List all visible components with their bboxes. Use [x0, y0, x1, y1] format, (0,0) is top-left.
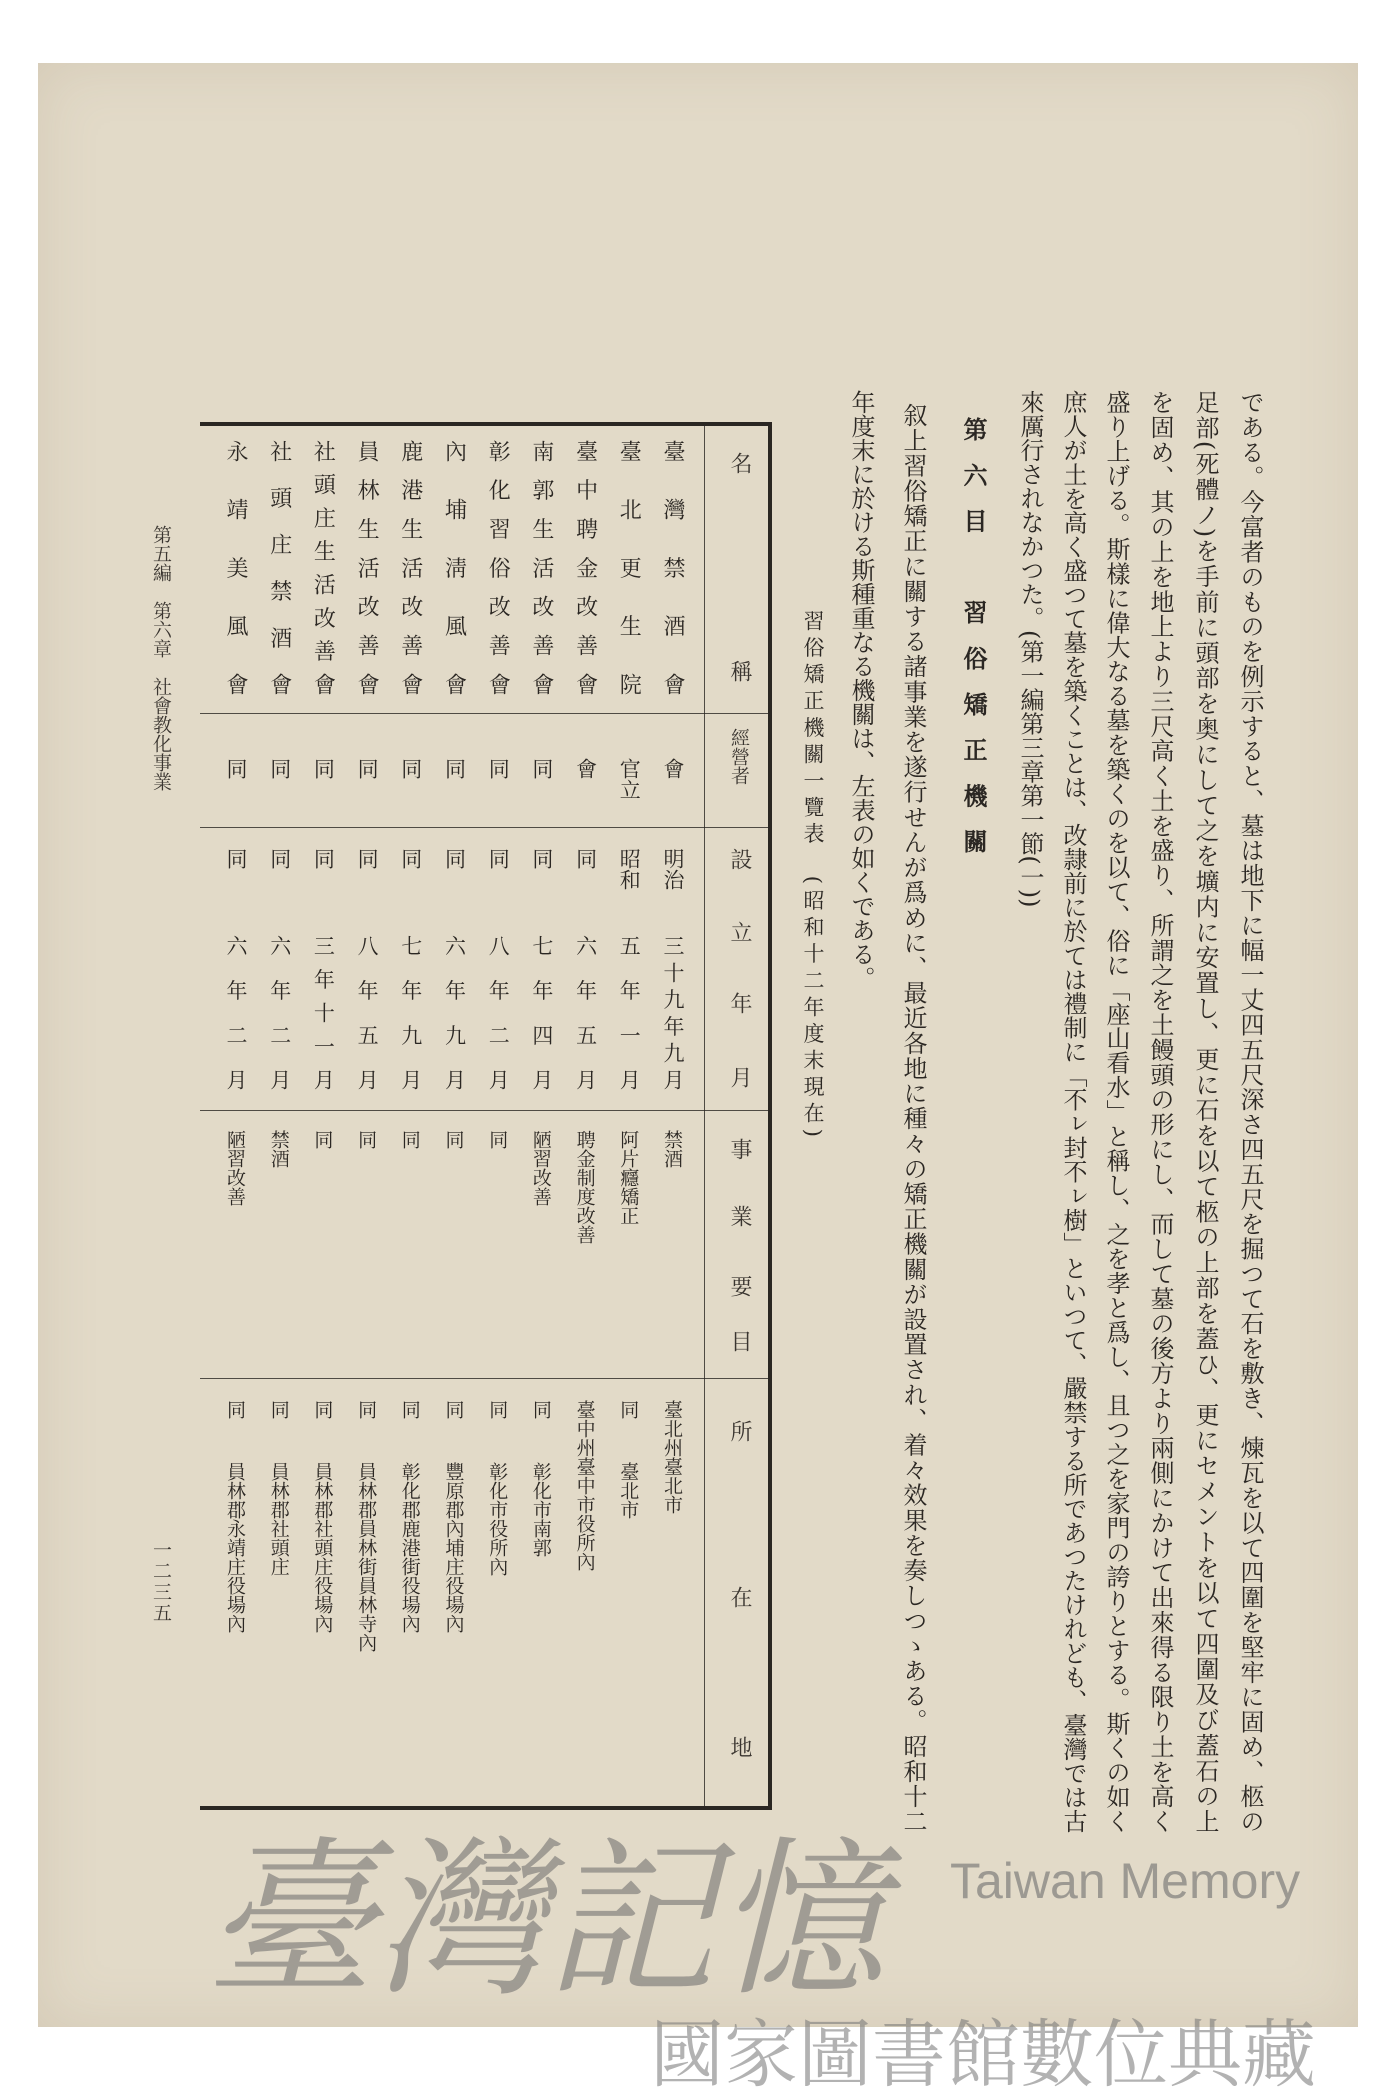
table-cell-purpose: 陋習改善 — [224, 1130, 246, 1206]
table-rule-operator — [200, 827, 770, 828]
header-purpose-1: 事 — [727, 1138, 752, 1160]
table-cell-operator: 同 — [355, 758, 380, 779]
table-cell-name: 內埔淸風會 — [441, 440, 467, 695]
table-cell-location-prefix: 同 — [617, 1400, 640, 1419]
table-cell-name: 員林生活改善會 — [354, 440, 380, 695]
table-cell-era: 同 — [486, 848, 511, 869]
table-cell-era: 同 — [398, 848, 423, 869]
table-cell-operator: 同 — [442, 758, 467, 779]
table-cell-location-prefix: 同 — [224, 1400, 246, 1419]
table-cell-name: 臺中聘金改善會 — [572, 440, 598, 695]
table-cell-name: 社頭庄禁酒會 — [266, 440, 292, 695]
table-cell-year-month: 六年二月 — [224, 935, 248, 1090]
table-cell-era: 同 — [311, 848, 336, 869]
table-cell-operator: 同 — [224, 758, 248, 779]
table-cell-name: 彰化習俗改善會 — [485, 440, 511, 695]
table-cell-year-month: 八年五月 — [355, 935, 380, 1090]
header-location-3: 地 — [727, 1736, 752, 1758]
table-cell-year-month: 七年四月 — [529, 935, 554, 1090]
table-cell-location-prefix: 同 — [267, 1400, 290, 1419]
header-operator: 經營者 — [728, 728, 750, 785]
table-right-rule — [768, 422, 772, 1810]
table-cell-location-prefix: 同 — [355, 1400, 378, 1419]
table-cell-name: 臺北更生院 — [616, 440, 642, 695]
table-cell-operator: 同 — [529, 758, 554, 779]
table-top-rule — [200, 422, 772, 426]
table-cell-location: 員林郡員林街員林寺內 — [355, 1462, 378, 1652]
table-cell-purpose: 聘金制度改善 — [573, 1130, 596, 1244]
table-cell-location: 臺北市 — [617, 1462, 640, 1519]
header-location-2: 在 — [727, 1586, 752, 1608]
table-cell-year-month: 六年五月 — [573, 935, 598, 1090]
header-founded-3: 年 — [727, 992, 752, 1014]
table-cell-era: 同 — [529, 848, 554, 869]
table-cell-era: 同 — [573, 848, 598, 869]
table-cell-year-month: 六年九月 — [442, 935, 467, 1090]
header-purpose-4: 目 — [727, 1330, 752, 1352]
watermark-english: Taiwan Memory — [950, 1853, 1301, 1909]
watermark-calligraphy-logo: 臺灣記憶 — [205, 1822, 886, 2020]
watermark-institution: 國家圖書館數位典藏 — [650, 2012, 1316, 2098]
table-header-divider — [704, 424, 705, 1808]
table-caption: 習俗矯正機關一覽表 (昭和十二年度末現在) — [801, 610, 825, 1137]
table-cell-name: 南郭生活改善會 — [528, 440, 554, 695]
table-cell-operator: 同 — [267, 758, 292, 779]
header-founded-1: 設 — [727, 848, 752, 870]
table-rule-founded — [200, 1110, 770, 1111]
table-cell-location: 員林郡社頭庄役場內 — [311, 1462, 334, 1633]
table-cell-year-month: 八年二月 — [486, 935, 511, 1090]
body-line-1: である。今富者のものを例示すると、墓は地下に幅一丈四五尺深さ四五尺を掘つて石を敷き、煉瓦を以て四圍を堅牢に固め、柩の — [1236, 390, 1264, 1834]
table-cell-location-prefix: 同 — [486, 1400, 509, 1419]
table-cell-operator: 會 — [661, 758, 685, 779]
header-purpose-2: 業 — [727, 1205, 752, 1227]
table-cell-location-prefix: 同 — [311, 1400, 334, 1419]
table-cell-location-prefix: 同 — [529, 1400, 552, 1419]
table-cell-purpose: 禁酒 — [267, 1130, 290, 1168]
header-founded-2: 立 — [727, 921, 752, 943]
table-cell-location: 豐原郡內埔庄役場內 — [442, 1462, 465, 1633]
table-cell-era: 同 — [442, 848, 467, 869]
table-cell-purpose: 同 — [311, 1130, 334, 1149]
body-line-3: を固め、其の上を地上より三尺高く土を盛り、所謂之を土饅頭の形にし、而して墓の後方より兩側にかけて出來得る限り土を高く — [1146, 390, 1174, 1833]
body-line-2: 足部(死體ノ)を手前に頭部を奥にして之を壙内に安置し、更に石を以て柩の上部を蓋ひ、更にセメントを以て四圍及び蓋石の上 — [1191, 390, 1219, 1833]
table-cell-era: 明治 — [661, 848, 685, 890]
body-line-5: 庶人が土を高く盛つて墓を築くことは、改隷前に於ては禮制に「不ㇾ封不ㇾ樹」といつて、嚴禁する所であつたけれども、臺灣では古 — [1059, 390, 1087, 1833]
table-cell-purpose: 禁酒 — [661, 1130, 683, 1168]
table-cell-location: 臺北州臺北市 — [661, 1400, 683, 1514]
table-cell-era: 同 — [224, 848, 248, 869]
table-cell-year-month: 五年一月 — [617, 935, 642, 1090]
table-bottom-rule — [200, 1806, 772, 1810]
header-name-2: 稱 — [727, 660, 752, 682]
table-rule-purpose — [200, 1378, 770, 1379]
running-header: 第五編 第六章 社會教化事業 — [150, 525, 172, 791]
table-cell-purpose: 同 — [398, 1130, 421, 1149]
table-cell-year-month: 三十九年九月 — [661, 935, 685, 1090]
table-cell-era: 昭和 — [617, 848, 642, 890]
table-cell-location: 彰化市役所內 — [486, 1462, 509, 1576]
header-location-1: 所 — [727, 1420, 752, 1442]
table-cell-operator: 同 — [486, 758, 511, 779]
table-cell-purpose: 阿片癮矯正 — [617, 1130, 640, 1225]
paragraph-line-1: 叙上習俗矯正に關する諸事業を遂行せんが爲めに、最近各地に種々の矯正機關が設置され、着々效果を奏しつゝある。昭和十二 — [899, 403, 927, 1833]
table-cell-year-month: 三年十一月 — [311, 935, 336, 1090]
body-line-4: 盛り上げる。斯樣に偉大なる墓を築くのを以て、俗に「座山看水」と稱し、之を孝と爲し、且つ之を家門の誇りとする。斯くの如く — [1102, 390, 1130, 1834]
table-cell-operator: 同 — [398, 758, 423, 779]
table-cell-location-prefix: 同 — [442, 1400, 465, 1419]
table-cell-era: 同 — [267, 848, 292, 869]
table-cell-name: 社頭庄生活改善會 — [310, 440, 336, 695]
table-cell-name: 臺灣禁酒會 — [660, 440, 685, 695]
table-cell-purpose: 同 — [442, 1130, 465, 1149]
table-cell-location: 員林郡社頭庄 — [267, 1462, 290, 1576]
table-cell-purpose: 陋習改善 — [529, 1130, 552, 1206]
page-number: 一二三五 — [150, 1540, 172, 1624]
table-cell-purpose: 同 — [486, 1130, 509, 1149]
table-cell-year-month: 七年九月 — [398, 935, 423, 1090]
table-cell-year-month: 六年二月 — [267, 935, 292, 1090]
header-name-1: 名 — [727, 452, 752, 474]
table-rule-name — [200, 713, 770, 714]
table-cell-operator: 會 — [573, 758, 598, 779]
table-cell-location: 彰化市南郭 — [529, 1462, 552, 1557]
table-cell-name: 永靖美風會 — [223, 440, 248, 695]
table-cell-operator: 同 — [311, 758, 336, 779]
table-cell-location: 彰化郡鹿港街役場內 — [398, 1462, 421, 1633]
table-cell-operator: 官立 — [617, 758, 642, 800]
section-heading: 第六目 習俗矯正機關 — [959, 417, 987, 853]
table-cell-era: 同 — [355, 848, 380, 869]
body-line-6: 來厲行されなかつた。(第一編第三章第一節(一)) — [1016, 390, 1044, 908]
header-purpose-3: 要 — [727, 1275, 752, 1297]
table-cell-name: 鹿港生活改善會 — [397, 440, 423, 695]
paragraph-line-2: 年度末に於ける斯種重なる機關は、左表の如くである。 — [847, 390, 875, 990]
table-cell-location: 員林郡永靖庄役場內 — [224, 1462, 246, 1633]
table-cell-location: 臺中州臺中市役所內 — [573, 1400, 596, 1571]
header-founded-4: 月 — [727, 1066, 752, 1088]
table-cell-location-prefix: 同 — [398, 1400, 421, 1419]
table-cell-purpose: 同 — [355, 1130, 378, 1149]
